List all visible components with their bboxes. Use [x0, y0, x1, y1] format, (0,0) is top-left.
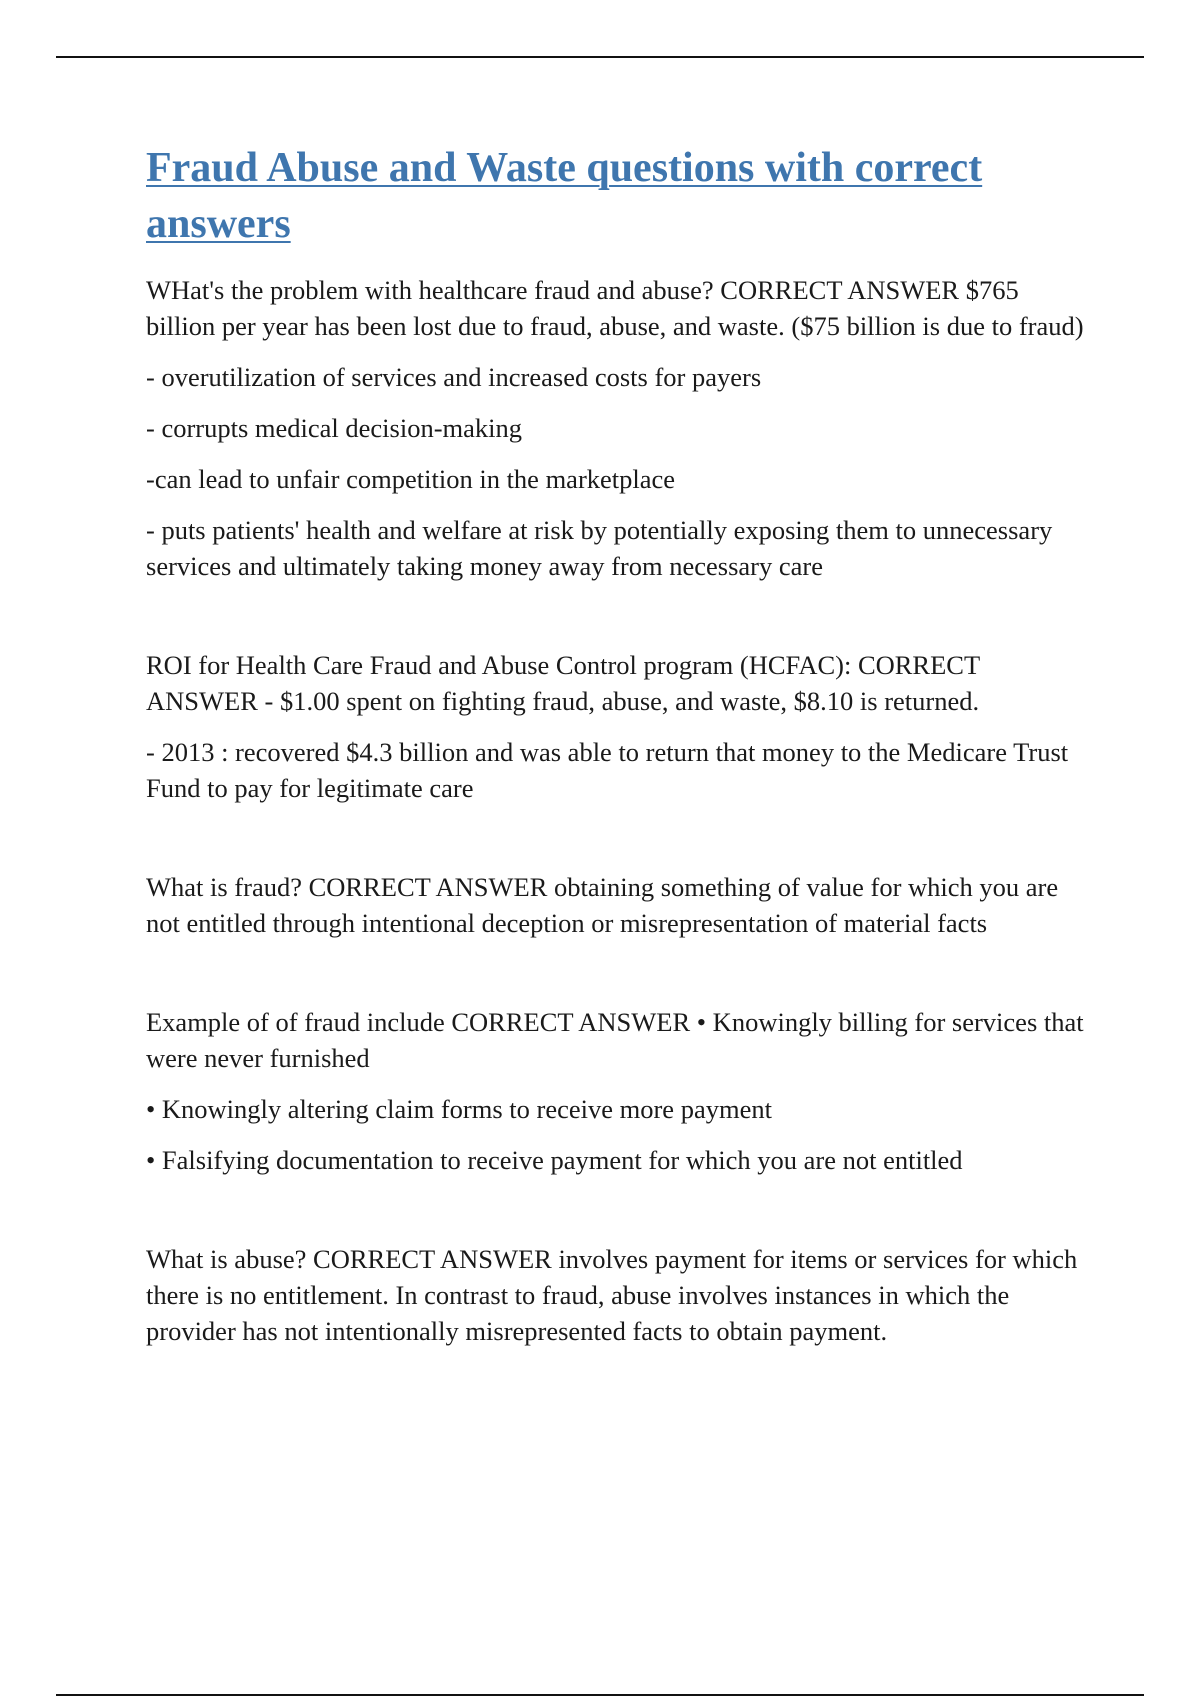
qa-paragraph: -can lead to unfair competition in the marketplace — [146, 464, 676, 494]
qa-paragraph: ROI for Health Care Fraud and Abuse Control program (HCFAC): CORRECT ANSWER - $1.00 spent on fighting fraud, abuse, and waste, $8.10 is returned. — [146, 650, 980, 716]
qa-block-roi — [146, 647, 1091, 806]
qa-paragraph: WHat's the problem with healthcare fraud and abuse? CORRECT ANSWER $765 billion per year has been lost due to fraud, abuse, and waste. ($75 billion is due to fraud) — [146, 275, 1084, 341]
qa-paragraph: Example of of fraud include CORRECT ANSWER • Knowingly billing for services that were never furnished — [146, 1007, 1084, 1073]
header-rule — [56, 56, 1144, 58]
footer-rule — [56, 1694, 1144, 1696]
qa-paragraph: - puts patients' health and welfare at risk by potentially exposing them to unnecessary services and ultimately taking money away from necessary care — [146, 515, 1053, 581]
qa-block-fraud-definition — [146, 869, 1091, 941]
document-body — [146, 140, 1091, 1364]
qa-paragraph: - 2013 : recovered $4.3 billion and was able to return that money to the Medicare Trust Fund to pay for legitimate care — [146, 737, 1069, 803]
qa-paragraph: • Falsifying documentation to receive payment for which you are not entitled — [146, 1145, 963, 1175]
qa-paragraph: What is fraud? CORRECT ANSWER obtaining something of value for which you are not entitled through intentional deception or misrepresentation of material facts — [146, 872, 1059, 938]
document-title: Fraud Abuse and Waste questions with correct answers — [146, 145, 983, 247]
qa-paragraph: - corrupts medical decision-making — [146, 413, 523, 443]
qa-block-abuse-definition — [146, 1241, 1091, 1349]
qa-paragraph: - overutilization of services and increased costs for payers — [146, 362, 762, 392]
qa-paragraph: What is abuse? CORRECT ANSWER involves payment for items or services for which there is no entitlement. In contrast to fraud, abuse involves instances in which the provider has not intentionally misrepresented facts to obtain payment. — [146, 1244, 1078, 1346]
qa-paragraph: • Knowingly altering claim forms to receive more payment — [146, 1094, 772, 1124]
qa-block-fraud-examples — [146, 1004, 1091, 1178]
qa-block-problem — [146, 272, 1091, 584]
